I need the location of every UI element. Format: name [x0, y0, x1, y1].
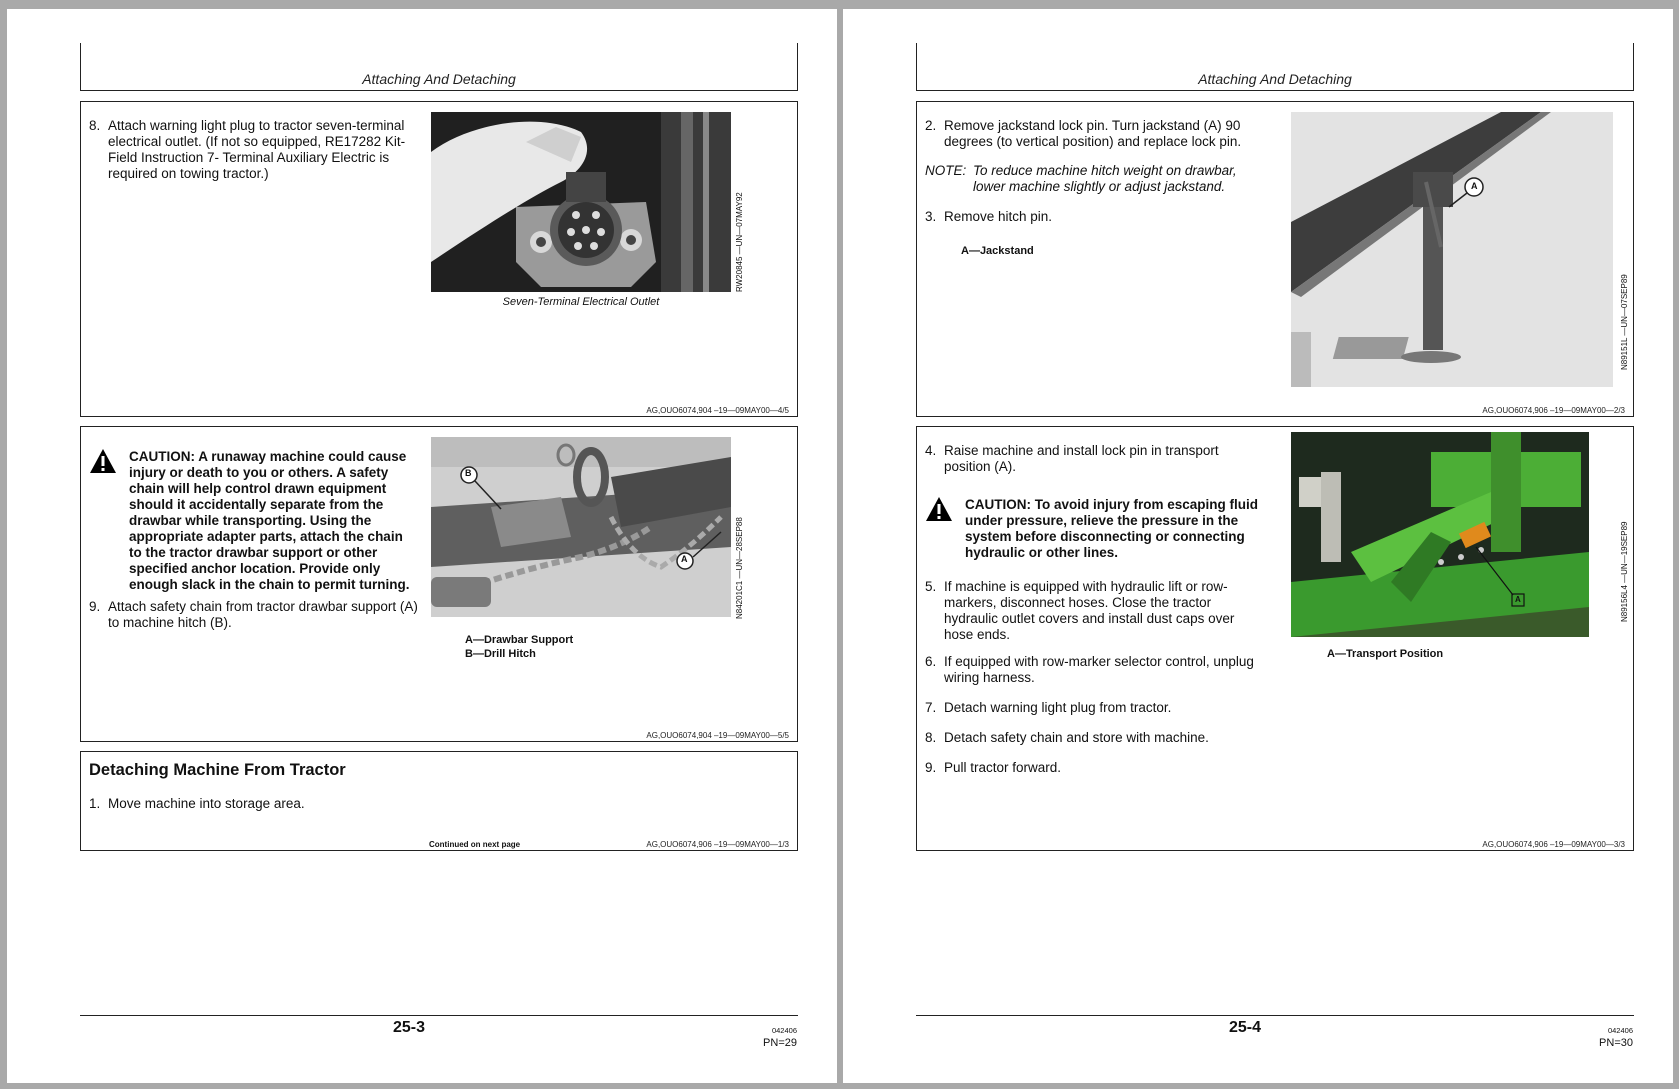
header-title: Attaching And Detaching	[1198, 71, 1352, 87]
step-text: Detach warning light plug from tractor.	[944, 700, 1172, 715]
instruction-block-outlet	[80, 101, 798, 417]
photo-jackstand	[1291, 112, 1613, 387]
legend-a: A—Jackstand	[961, 245, 1034, 257]
photo-drawbar-chain	[431, 437, 731, 617]
step-8	[89, 118, 419, 182]
note-label: NOTE:	[925, 163, 967, 178]
step-4	[925, 443, 1265, 475]
warning-triangle-icon	[89, 448, 117, 474]
caution-fluid	[925, 497, 1265, 561]
step-text: If machine is equipped with hydraulic lift or row-markers, disconnect hoses. Close the tractor hydraulic outlet covers and install dust caps over hose ends.	[944, 579, 1235, 642]
step-number: 7.	[925, 700, 937, 715]
step-9	[89, 599, 419, 631]
doc-reference: AG,OUO6074,906 –19—09MAY00—2/3	[1482, 406, 1625, 415]
step-2	[925, 118, 1255, 150]
step-5	[925, 579, 1265, 643]
photo-code: N89151L —UN—07SEP89	[1620, 274, 1629, 370]
photo-code: N84201C1 —UN—28SEP88	[735, 517, 744, 619]
step-6	[925, 654, 1265, 686]
step-number: 9.	[925, 760, 937, 775]
legend-a: A—Transport Position	[1327, 648, 1444, 660]
legend	[465, 633, 573, 661]
footer-code: 042406	[1607, 1026, 1633, 1035]
step-text: Raise machine and install lock pin in transport position (A).	[944, 443, 1219, 474]
step-number: 1.	[89, 796, 101, 811]
instruction-block-detaching	[80, 751, 798, 851]
step-number: 2.	[925, 118, 937, 133]
doc-reference: AG,OUO6074,906 –19—09MAY00—1/3	[646, 840, 789, 849]
continued-note: Continued on next page	[429, 840, 521, 849]
step-text: Attach safety chain from tractor drawbar support (A) to machine hitch (B).	[108, 599, 418, 630]
footer-rule	[916, 1015, 1634, 1016]
footer-code: 042406	[771, 1026, 797, 1035]
step-number: 4.	[925, 443, 937, 458]
footer-pn: PN=30	[1599, 1037, 1633, 1049]
step-text: Pull tractor forward.	[944, 760, 1062, 775]
footer-rule	[80, 1015, 798, 1016]
caution-text: CAUTION: A runaway machine could cause injury or death to you or others. A safety chain will help control drawn equipment should it accidentally separate from the drawbar while transporting. Using the appropriate adapter parts, attach the chain to the tractor drawbar support or other specified anchor location. Provide only enough slack in the chain to permit turning.	[129, 449, 410, 592]
section-title: Detaching Machine From Tractor	[89, 761, 346, 779]
callout-a: A	[681, 554, 688, 564]
page-header	[80, 43, 798, 91]
page-left	[7, 9, 837, 1083]
instruction-block-transport	[916, 426, 1634, 851]
callout-a: A	[1515, 595, 1521, 604]
step-8	[925, 730, 1265, 746]
instruction-block-safety-chain	[80, 426, 798, 742]
callout-a: A	[1471, 181, 1478, 191]
legend-b: B—Drill Hitch	[465, 648, 536, 660]
page-header	[916, 43, 1634, 91]
step-7	[925, 700, 1265, 716]
step-number: 5.	[925, 579, 937, 594]
step-text: If equipped with row-marker selector control, unplug wiring harness.	[944, 654, 1254, 685]
doc-reference: AG,OUO6074,904 –19—09MAY00—4/5	[646, 406, 789, 415]
page-right	[843, 9, 1673, 1083]
legend-a: A—Drawbar Support	[465, 634, 574, 646]
step-number: 8.	[925, 730, 937, 745]
warning-triangle-icon	[925, 496, 953, 522]
photo-code: N89156L4 —UN—19SEP89	[1620, 521, 1629, 622]
page-number: 25-4	[1228, 1019, 1262, 1036]
instruction-block-jackstand	[916, 101, 1634, 417]
step-9	[925, 760, 1265, 776]
caution-text: CAUTION: To avoid injury from escaping fluid under pressure, relieve the pressure in the system before disconnecting or connecting hydraulic or other lines.	[965, 497, 1259, 560]
step-3	[925, 209, 1255, 225]
caution-runaway	[89, 449, 419, 593]
step-number: 3.	[925, 209, 937, 224]
photo-electrical-outlet	[431, 112, 731, 292]
step-1	[89, 796, 489, 812]
photo-caption: Seven-Terminal Electrical Outlet	[502, 296, 660, 308]
callout-b: B	[465, 468, 472, 478]
step-number: 9.	[89, 599, 101, 614]
step-text: Remove hitch pin.	[944, 209, 1053, 224]
header-title: Attaching And Detaching	[362, 71, 516, 87]
step-text: Detach safety chain and store with machine.	[944, 730, 1209, 745]
photo-code: RW20845 —UN—07MAY92	[735, 192, 744, 292]
step-text: Move machine into storage area.	[108, 796, 305, 811]
note-text: To reduce machine hitch weight on drawbar, lower machine slightly or adjust jackstand.	[973, 163, 1237, 194]
step-text: Attach warning light plug to tractor seven-terminal electrical outlet. (If not so equipped, RE17282 Kit-Field Instruction 7- Terminal Auxiliary Electric is required on towing tractor.)	[108, 118, 406, 181]
step-number: 6.	[925, 654, 937, 669]
step-text: Remove jackstand lock pin. Turn jackstand (A) 90 degrees (to vertical position) and replace lock pin.	[944, 118, 1242, 149]
footer-pn: PN=29	[763, 1037, 797, 1049]
page-number: 25-3	[392, 1019, 426, 1036]
doc-reference: AG,OUO6074,904 –19—09MAY00—5/5	[646, 731, 789, 740]
doc-reference: AG,OUO6074,906 –19—09MAY00—3/3	[1482, 840, 1625, 849]
step-number: 8.	[89, 118, 101, 133]
note	[925, 163, 1255, 195]
photo-transport-position	[1291, 432, 1589, 637]
